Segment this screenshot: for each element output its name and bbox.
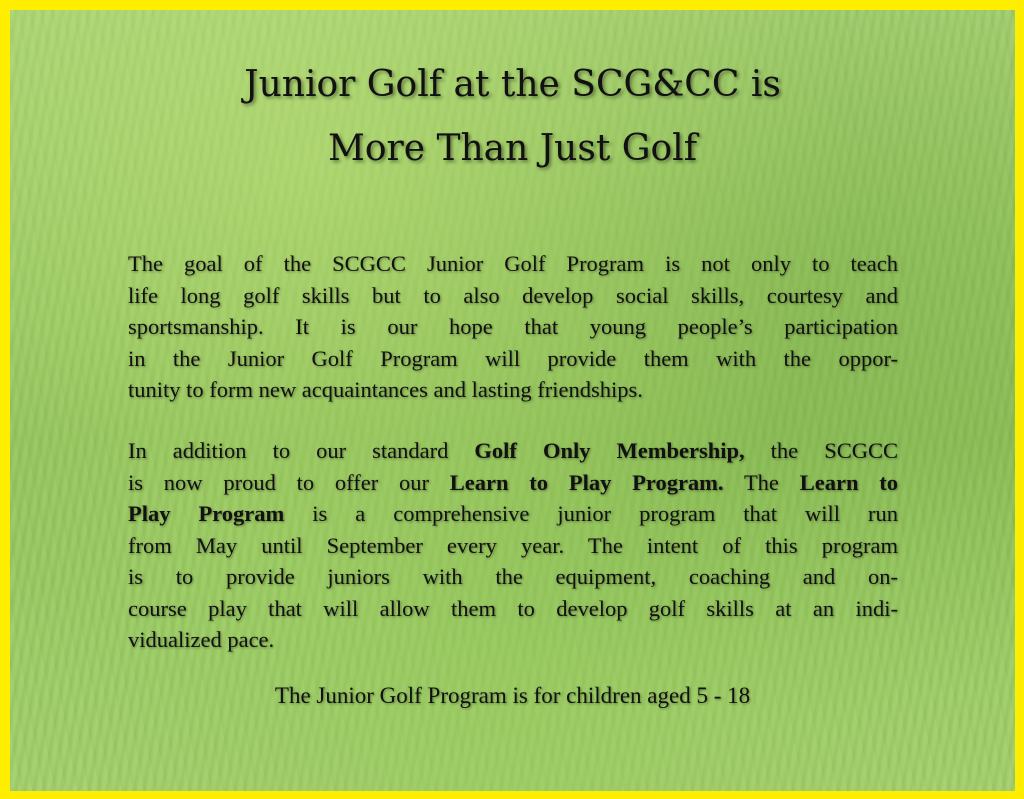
text-run: is now proud to offer our: [128, 469, 450, 495]
program-goal-paragraph: [128, 248, 898, 406]
text-run: is a comprehensive junior program that will run: [284, 501, 898, 526]
paragraph-line: course play that will allow them to develop golf skills at an indi-: [128, 595, 898, 621]
paragraph-line: [128, 498, 898, 530]
text-run: The: [723, 469, 800, 495]
golf-only-membership-emphasis: Golf Only Membership,: [474, 438, 745, 463]
paragraph-line: is to provide juniors with the equipment, coaching and on-: [128, 564, 898, 589]
text-run: In addition to our standard: [128, 438, 475, 463]
age-range-note: The Junior Golf Program is for children aged 5 - 18: [274, 683, 751, 708]
paragraph-line: [128, 435, 898, 467]
paragraph-line: tunity to form new acquaintances and lasting friendships.: [128, 377, 643, 402]
paragraph-line: vidualized pace.: [128, 627, 275, 652]
learn-to-play-emphasis: Learn to: [799, 469, 898, 495]
paragraph-line: sportsmanship. It is our hope that young people’s participation: [128, 314, 898, 339]
paragraph-line: [128, 467, 898, 499]
page-title-line-2: More Than Just Golf: [327, 128, 698, 169]
learn-to-play-paragraph: [128, 435, 898, 656]
page-title-line-1: Junior Golf at the SCG&CC is: [244, 64, 781, 105]
learn-to-play-emphasis: Play Program: [128, 501, 285, 526]
paragraph-line: life long golf skills but to also develop social skills, courtesy and: [128, 282, 898, 308]
learn-to-play-emphasis: Learn to Play Program.: [449, 469, 724, 495]
paragraph-line: The goal of the SCGCC Junior Golf Program is not only to teach: [128, 251, 898, 276]
text-run: the SCGCC: [744, 438, 898, 463]
paragraph-line: from May until September every year. The intent of this program: [128, 532, 898, 558]
paragraph-line: in the Junior Golf Program will provide them with the oppor-: [128, 345, 898, 371]
